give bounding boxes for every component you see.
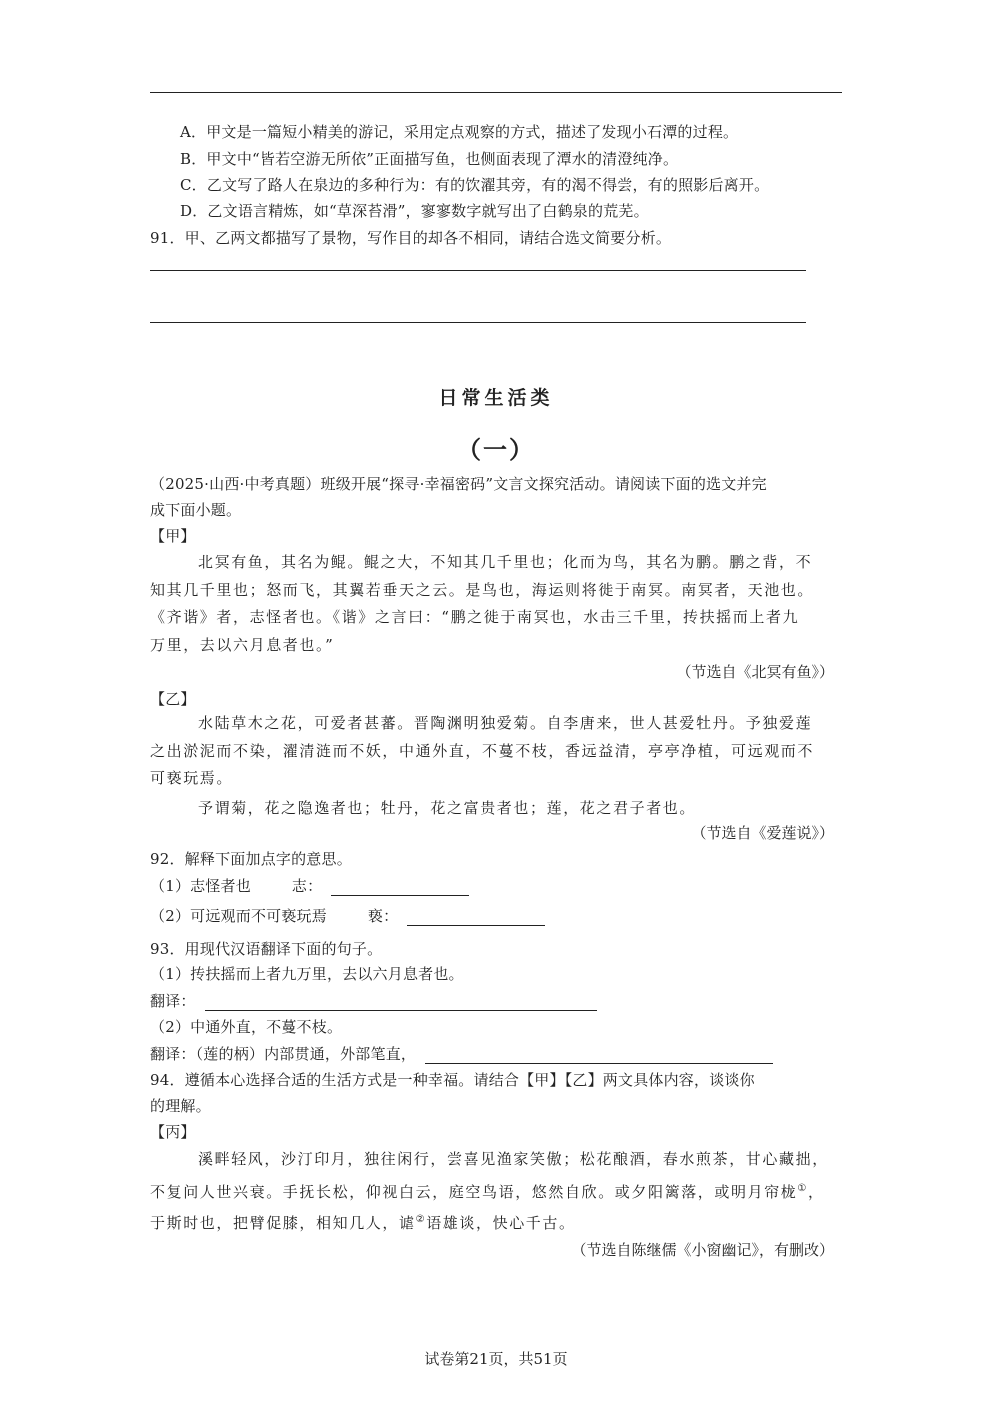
item-key: 志： xyxy=(291,877,323,895)
passage-yi-label: 【乙】 xyxy=(150,690,196,708)
intro-line: 成下面小题。 xyxy=(150,501,242,519)
passage-yi-source: （节选自《爱莲说》） xyxy=(691,824,834,842)
passage-jia-line: 北冥有鱼，其名为鲲。鲲之大，不知其几千里也；化而为鸟，其名为鹏。鹏之背，不 xyxy=(198,553,813,571)
question-91: 91．甲、乙两文都描写了景物，写作目的却各不相同，请结合选文简要分析。 xyxy=(150,229,672,247)
passage-jia-source: （节选自《北冥有鱼》） xyxy=(676,663,834,681)
passage-bing-label: 【丙】 xyxy=(150,1123,196,1141)
answer-line[interactable] xyxy=(150,270,806,271)
question-93-item-1: （1）抟扶摇而上者九万里，去以六月息者也。 xyxy=(150,965,464,983)
line-text: 于斯时也，把臂促膝，相知几人，谑 xyxy=(150,1214,416,1232)
question-93-stem: 93．用现代汉语翻译下面的句子。 xyxy=(150,940,383,958)
option-d: D．乙文语言精炼，如“草深苔滑”，寥寥数字就写出了白鹤泉的荒芜。 xyxy=(180,202,649,220)
translation-label: 翻译： xyxy=(150,992,196,1010)
question-93-item-2: （2）中通外直，不蔓不枝。 xyxy=(150,1018,343,1036)
page-footer: 试卷第21页，共51页 xyxy=(424,1350,568,1368)
footnote-marker: ① xyxy=(797,1183,808,1194)
intro-line: （2025·山西·中考真题）班级开展“探寻·幸福密码”文言文探究活动。请阅读下面的选文并完 xyxy=(150,475,767,493)
passage-bing-source: （节选自陈继儒《小窗幽记》，有删改） xyxy=(571,1241,834,1259)
item-key: 亵： xyxy=(367,907,399,925)
fill-blank[interactable] xyxy=(425,1048,773,1064)
translation-2 xyxy=(150,1044,773,1064)
passage-jia-line: 知其几千里也；怒而飞，其翼若垂天之云。是鸟也，海运则将徙于南冥。南冥者，天池也。 xyxy=(150,581,815,599)
passage-yi-line: 水陆草木之花，可爱者甚蕃。晋陶渊明独爱菊。自李唐来，世人甚爱牡丹。予独爱莲 xyxy=(198,714,813,732)
translation-1 xyxy=(150,991,597,1011)
question-92-item-2 xyxy=(150,906,545,926)
passage-yi-line: 可亵玩焉。 xyxy=(150,769,234,787)
question-94: 94．遵循本心选择合适的生活方式是一种幸福。请结合【甲】【乙】两文具体内容，谈谈你 xyxy=(150,1071,755,1089)
passage-jia-line: 万里，去以六月息者也。” xyxy=(150,636,335,654)
line-text: 不复问人世兴衰。手抚长松，仰视白云，庭空鸟语，悠然自欣。或夕阳篱落，或明月帘栊 xyxy=(150,1183,798,1201)
option-b: B．甲文中“皆若空游无所依”正面描写鱼，也侧面表现了潭水的清澄纯净。 xyxy=(180,150,679,168)
passage-yi-line: 之出淤泥而不染，濯清涟而不妖，中通外直，不蔓不枝，香远益清，亭亭净植，可远观而不 xyxy=(150,742,815,760)
top-rule xyxy=(150,92,842,93)
translation-label: 翻译：（莲的柄）内部贯通，外部笔直， xyxy=(150,1045,417,1063)
answer-line[interactable] xyxy=(150,322,806,323)
fill-blank[interactable] xyxy=(331,880,469,896)
line-text: ， xyxy=(807,1183,825,1201)
passage-bing-line: 溪畔轻风，沙汀印月，独往闲行，尝喜见渔家笑傲；松花酿酒，春水煎茶，甘心藏拙， xyxy=(198,1150,829,1168)
footnote-marker: ② xyxy=(415,1214,427,1225)
option-c: C．乙文写了路人在泉边的多种行为：有的饮濯其旁，有的渴不得尝，有的照影后离开。 xyxy=(180,176,770,194)
section-subtitle: （一） xyxy=(457,435,535,464)
fill-blank[interactable] xyxy=(205,995,597,1011)
question-92-stem: 92．解释下面加点字的意思。 xyxy=(150,850,352,868)
item-text: （1）志怪者也 xyxy=(150,877,251,895)
question-92-item-1 xyxy=(150,876,469,896)
passage-yi-line: 予谓菊，花之隐逸者也；牡丹，花之富贵者也；莲，花之君子者也。 xyxy=(198,799,697,817)
item-text: （2）可远观而不可亵玩焉 xyxy=(150,907,327,925)
option-a: A．甲文是一篇短小精美的游记，采用定点观察的方式，描述了发现小石潭的过程。 xyxy=(180,123,739,141)
question-94: 的理解。 xyxy=(150,1097,211,1115)
passage-jia-label: 【甲】 xyxy=(150,527,196,545)
passage-jia-line: 《齐谐》者，志怪者也。《谐》之言曰：“鹏之徙于南冥也，水击三千里，抟扶摇而上者九 xyxy=(150,608,800,626)
passage-bing-line xyxy=(150,1210,576,1233)
line-text: 语雄谈，快心千古。 xyxy=(426,1214,576,1232)
section-title: 日常生活类 xyxy=(438,387,554,409)
passage-bing-line xyxy=(150,1179,825,1202)
fill-blank[interactable] xyxy=(407,910,545,926)
